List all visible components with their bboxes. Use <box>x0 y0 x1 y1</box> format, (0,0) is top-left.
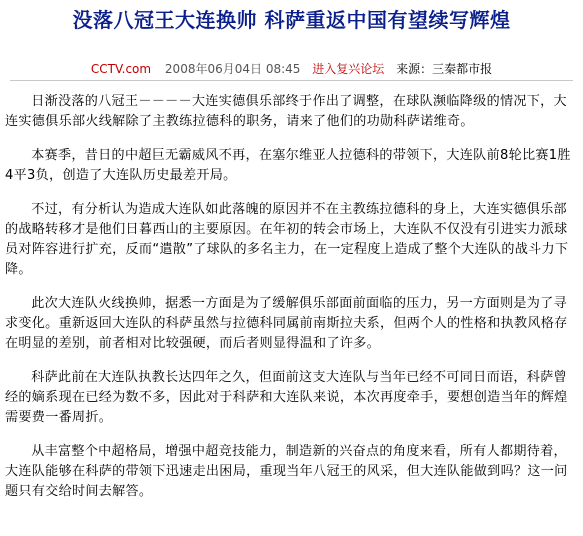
article-paragraph: 科萨此前在大连队执教长达四年之久，但面前这支大连队与当年已经不可同日而语，科萨曾经的嫡系现在已经为数不多，因此对于科萨和大连队来说，本次再度牵手，要想创造当年的辉煌需要费一番周折。 <box>5 370 568 425</box>
article-body <box>5 92 577 516</box>
article-paragraph: 此次大连队火线换帅，据悉一方面是为了缓解俱乐部面前面临的压力，另一方面则是为了寻求变化。重新返回大连队的科萨虽然与拉德科同属前南斯拉夫系，但两个人的性格和执教风格存在明显的差别，前者相对比较强硬，而后者则显得温和了许多。 <box>5 296 568 351</box>
header-divider <box>10 80 573 81</box>
forum-link[interactable]: 进入复兴论坛 <box>312 62 385 76</box>
article-paragraph: 本赛季，昔日的中超巨无霸威风不再，在塞尔维亚人拉德科的带领下，大连队前8轮比赛1胜4平3负，创造了大连队历史最差开局。 <box>5 148 571 183</box>
source-site: CCTV.com <box>90 62 152 76</box>
article-paragraph: 不过，有分析认为造成大连队如此落魄的原因并不在主教练拉德科的身上，大连实德俱乐部的战略转移才是他们日暮西山的主要原因。在年初的转会市场上，大连队不仅没有引进实力派球员对阵容进行扩充，反而“遣散”了球队的多名主力，在一定程度上造成了整个大连队的战斗力下降。 <box>5 202 569 277</box>
article-paragraph: 日渐没落的八冠王－－－－大连实德俱乐部终于作出了调整，在球队濒临降级的情况下，大连实德俱乐部火线解除了主教练拉德科的职务，请来了他们的功勋科萨诺维奇。 <box>5 94 567 129</box>
article-paragraph: 从丰富整个中超格局，增强中超竞技能力，制造新的兴奋点的角度来看，所有人都期待着，大连队能够在科萨的带领下迅速走出困局，重现当年八冠王的风采，但大连队能做到吗？这一问题只有交给时间去解答。 <box>5 444 568 499</box>
source-credit: 来源：三秦都市报 <box>396 62 493 76</box>
publish-datetime: 2008年06月04日 08:45 <box>164 62 301 76</box>
article-meta <box>0 61 583 77</box>
article-headline: 没落八冠王大连换帅 科萨重返中国有望续写辉煌 <box>72 8 511 32</box>
